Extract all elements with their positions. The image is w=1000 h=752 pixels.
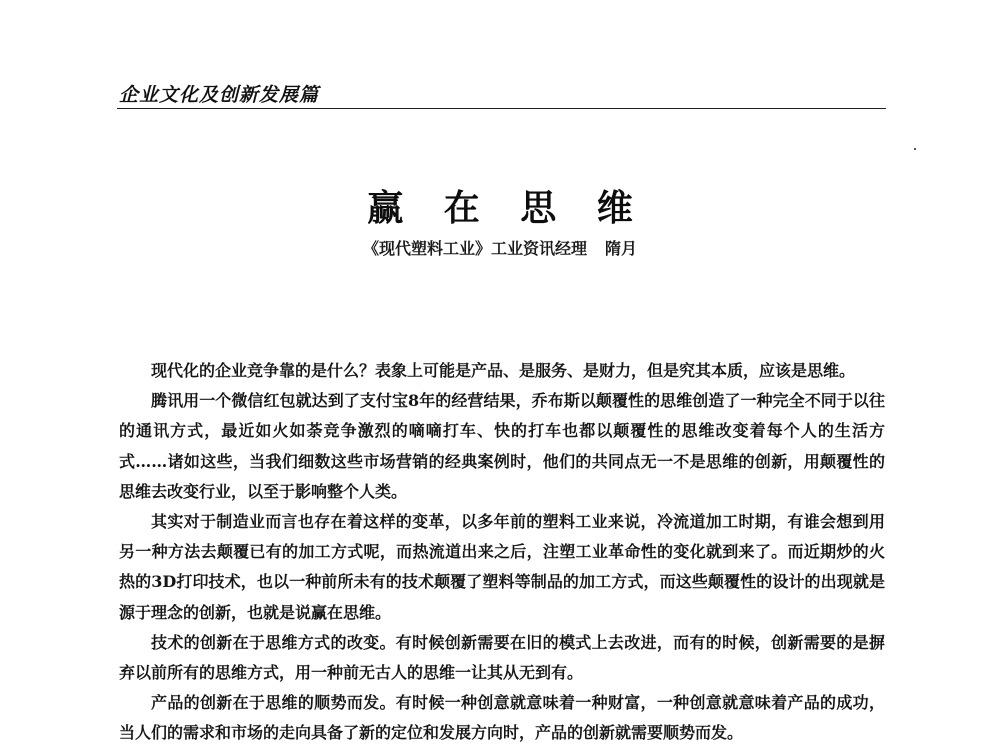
scan-speck: [914, 148, 916, 150]
paragraph: 腾讯用一个微信红包就达到了支付宝8年的经营结果，乔布斯以颠覆性的思维创造了一种完全不同于以往的通讯方式，最近如火如荼竞争激烈的嘀嘀打车、快的打车也都以颠覆性的思维改变着每个人的生活方式……诸如这些，当我们细数这些市场营销的经典案例时，他们的共同点无一不是思维的创新，用颠覆性的思维去改变行业，以至于影响整个人类。: [119, 391, 885, 501]
header-rule: [117, 108, 886, 109]
byline-organization: 《现代塑料工业》工业资讯经理: [362, 239, 587, 258]
paragraph: 其实对于制造业而言也存在着这样的变革，以多年前的塑料工业来说，冷流道加工时期，有谁会想到用另一种方法去颠覆已有的加工方式呢，而热流道出来之后，注塑工业革命性的变化就到来了。而近期炒的火热的3D打印技术，也以一种前所未有的技术颠覆了塑料等制品的加工方式，而这些颠覆性的设计的出现就是源于理念的创新，也就是说赢在思维。: [119, 512, 885, 622]
byline-author: 隋月: [605, 239, 638, 258]
article-byline: [0, 236, 1000, 259]
paragraph: 产品的创新在于思维的顺势而发。有时候一种创意就意味着一种财富，一种创意就意味着产品的成功，当人们的需求和市场的走向具备了新的定位和发展方向时，产品的创新就需要顺势而发。: [119, 693, 885, 743]
paragraph: 技术的创新在于思维方式的改变。有时候创新需要在旧的模式上去改进，而有的时候，创新需要的是摒弃以前所有的思维方式，用一种前无古人的思维一让其从无到有。: [119, 632, 885, 683]
paragraph: 现代化的企业竞争靠的是什么？表象上可能是产品、是服务、是财力，但是究其本质，应该是思维。: [151, 361, 856, 380]
article-body: [119, 356, 885, 749]
running-header: 企业文化及创新发展篇: [119, 84, 320, 106]
article-title: 赢 在 思 维: [367, 187, 647, 229]
